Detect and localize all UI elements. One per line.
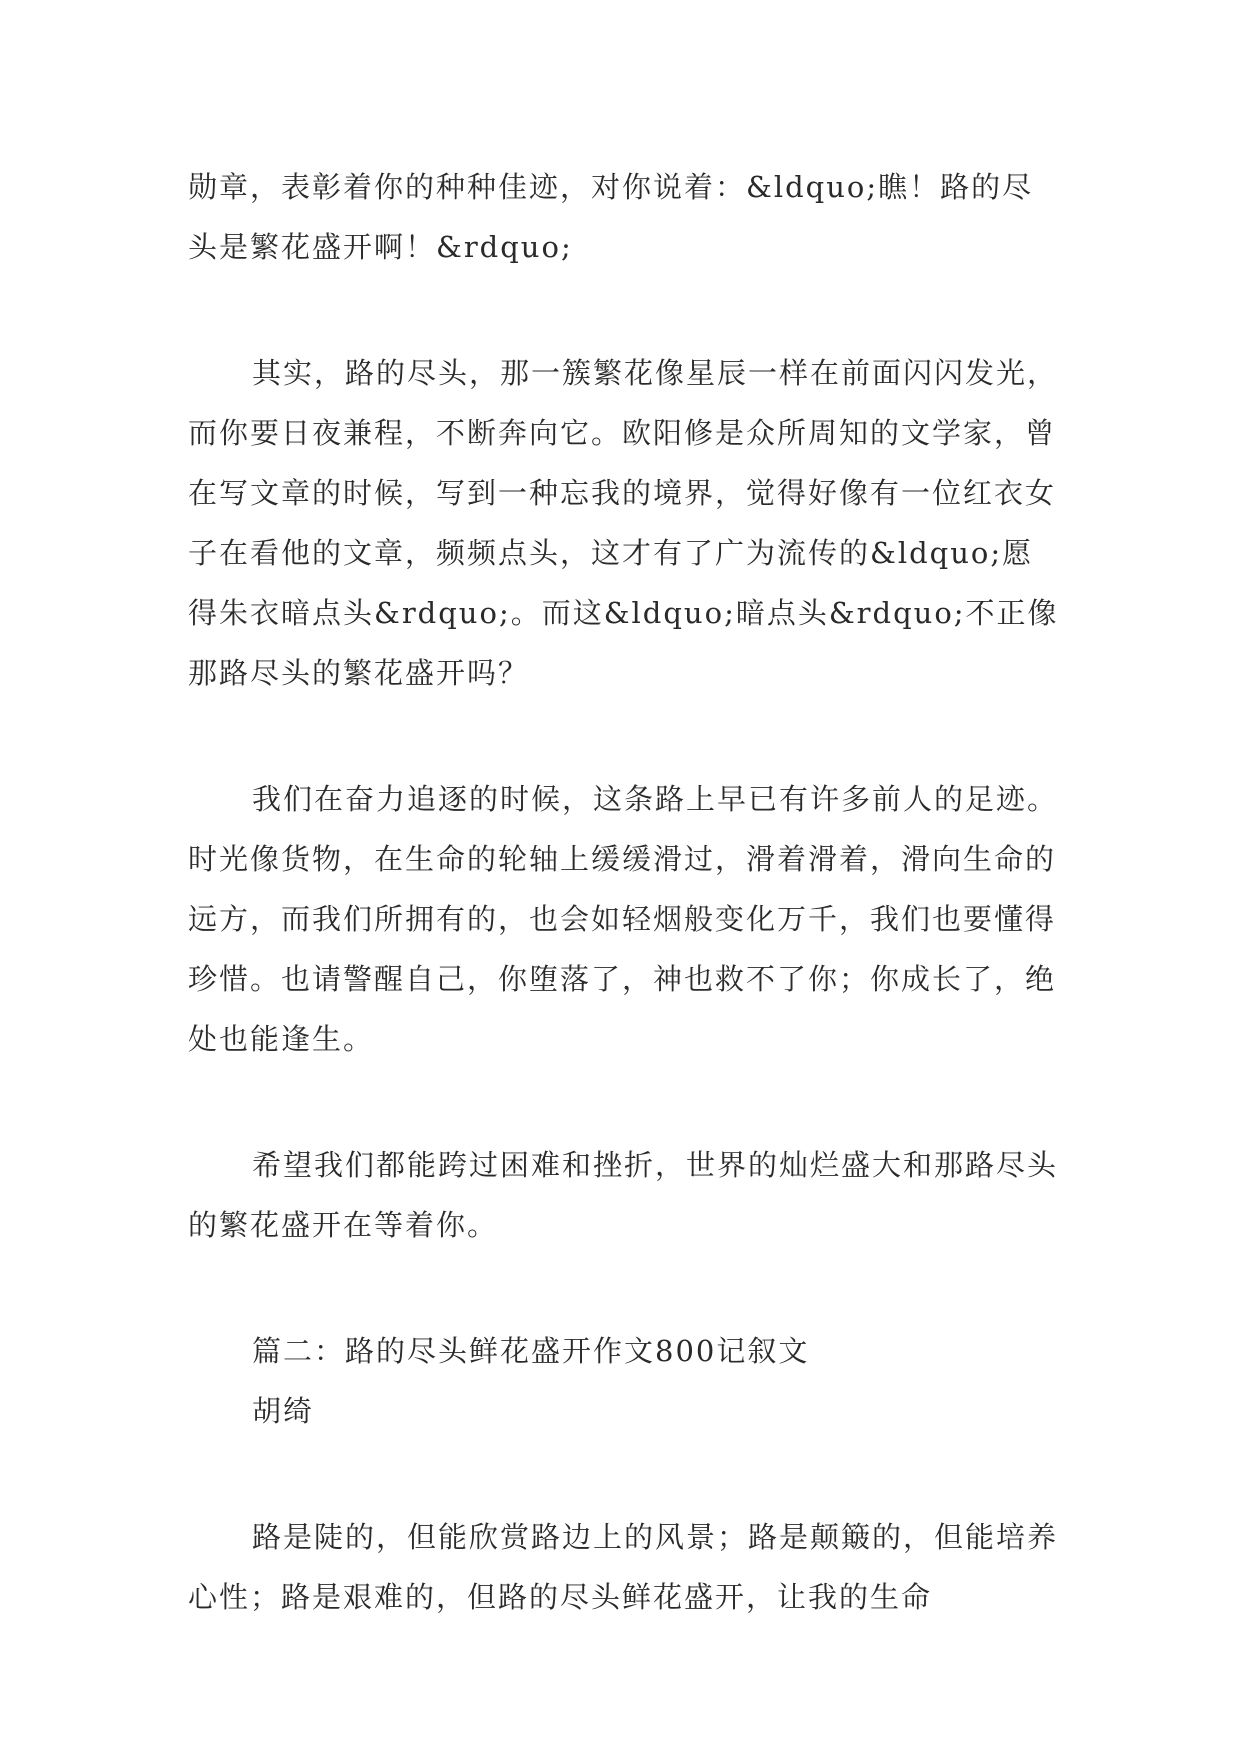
section-title: 篇二：路的尽头鲜花盛开作文800记叙文 (252, 1334, 810, 1368)
paragraph-4: 希望我们都能跨过困难和挫折，世界的灿烂盛大和那路尽头的繁花盛开在等着你。 (188, 1148, 1059, 1242)
document-body (188, 157, 1060, 1693)
paragraph-3: 我们在奋力追逐的时候，这条路上早已有许多前人的足迹。时光像货物，在生命的轮轴上缓缓滑过，滑着滑着，滑向生命的远方，而我们所拥有的，也会如轻烟般变化万千，我们也要懂得珍惜。也请警醒自己，你堕落了，神也救不了你；你成长了，绝处也能逢生。 (188, 782, 1059, 1056)
paragraph-1: 勋章，表彰着你的种种佳迹，对你说着：&ldquo;瞧！路的尽头是繁花盛开啊！&rdquo; (188, 170, 1034, 264)
paragraph-2: 其实，路的尽头，那一簇繁花像星辰一样在前面闪闪发光，而你要日夜兼程，不断奔向它。欧阳修是众所周知的文学家，曾在写文章的时候，写到一种忘我的境界，觉得好像有一位红衣女子在看他的文章，频频点头，这才有了广为流传的&ldquo;愿得朱衣暗点头&rdquo;。而这&ldquo;暗点头&rdquo;不正像那路尽头的繁花盛开吗？ (188, 356, 1059, 690)
paragraph-5: 路是陡的，但能欣赏路边上的风景；路是颠簸的，但能培养心性；路是艰难的，但路的尽头鲜花盛开，让我的生命 (188, 1520, 1059, 1614)
section-heading (188, 1321, 1060, 1441)
section-author: 胡绮 (252, 1394, 315, 1428)
